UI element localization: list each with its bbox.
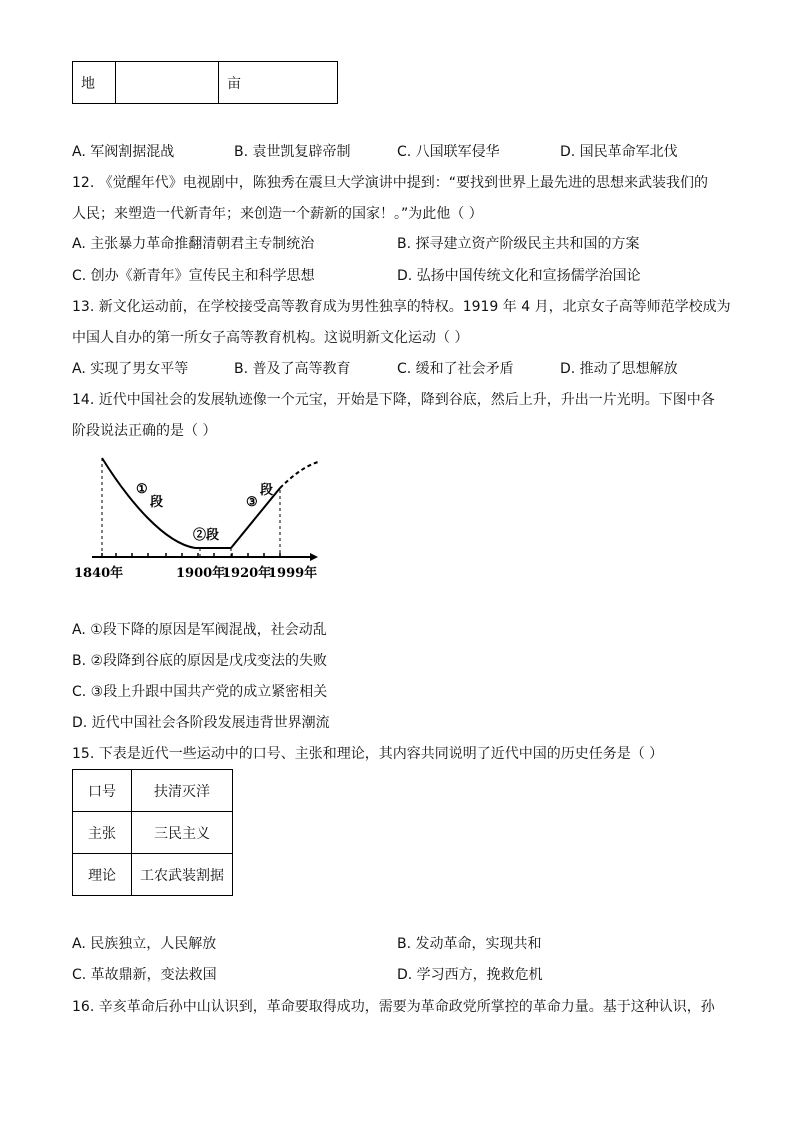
q13-option-b: B. 普及了高等教育	[234, 361, 351, 377]
diagram-seg1-number: ①	[136, 482, 148, 497]
table-row	[73, 812, 233, 854]
q15-table-key: 口号	[73, 770, 132, 812]
ingot-trend-diagram	[70, 448, 330, 588]
q15-stem: 15. 下表是近代一些运动中的口号、主张和理论，其内容共同说明了近代中国的历史任务是（ ）	[72, 746, 664, 762]
top-table	[72, 61, 338, 104]
q15-table-value: 三民主义	[132, 812, 233, 854]
q14-option-c: C. ③段上升跟中国共产党的成立紧密相关	[72, 684, 328, 700]
q13-stem-line2: 中国人自办的第一所女子高等教育机构。这说明新文化运动（ ）	[72, 330, 469, 346]
q15-option-b: B. 发动革命，实现共和	[397, 936, 542, 952]
top-table-cell-1: 地	[73, 62, 116, 104]
q14-option-b: B. ②段降到谷底的原因是戊戌变法的失败	[72, 653, 328, 669]
diagram-seg2-label: ②段	[193, 528, 220, 543]
q12-stem-line2: 人民；来塑造一代新青年；来创造一个薪新的国家！。”为此他（ ）	[72, 206, 483, 222]
q11-option-d: D. 国民革命军北伐	[560, 144, 678, 160]
q15-table-value: 工农武装割据	[132, 854, 233, 896]
q13-option-a: A. 实现了男女平等	[72, 361, 189, 377]
q13-option-d: D. 推动了思想解放	[560, 361, 678, 377]
q15-option-a: A. 民族独立，人民解放	[72, 936, 217, 952]
diagram-seg3-label: 段	[260, 483, 274, 498]
q11-option-b: B. 袁世凯复辟帝制	[234, 144, 351, 160]
q11-option-c: C. 八国联军侵华	[397, 144, 500, 160]
q12-option-c: C. 创办《新青年》宣传民主和科学思想	[72, 268, 315, 284]
q13-stem-line1: 13. 新文化运动前，在学校接受高等教育成为男性独享的特权。1919 年 4 月，北京女子高等师范学校成为	[72, 299, 731, 315]
q12-option-b: B. 探寻建立资产阶级民主共和国的方案	[397, 236, 640, 252]
table-row	[73, 854, 233, 896]
diagram-year-1920: 1920年	[222, 566, 272, 581]
q14-stem-line2: 阶段说法正确的是（ ）	[72, 423, 217, 439]
diagram-year-1840: 1840年	[74, 566, 124, 581]
top-table-cell-3: 亩	[219, 62, 338, 104]
q14-option-d: D. 近代中国社会各阶段发展违背世界潮流	[72, 715, 330, 731]
q16-stem-line1: 16. 辛亥革命后孙中山认识到，革命要取得成功，需要为革命政党所掌控的革命力量。基于这种认识，孙	[72, 999, 715, 1015]
table-row	[73, 770, 233, 812]
top-table-cell-2	[116, 62, 219, 104]
diagram-seg1-label: 段	[150, 495, 164, 510]
q15-table	[72, 769, 233, 896]
q12-option-d: D. 弘扬中国传统文化和宣扬儒学治国论	[397, 268, 641, 284]
diagram-year-1900: 1900年	[176, 566, 226, 581]
q15-option-c: C. 革故鼎新，变法救国	[72, 967, 217, 983]
diagram-curve-future	[280, 462, 318, 488]
diagram-axis-arrow	[310, 553, 318, 561]
q12-option-a: A. 主张暴力革命推翻清朝君主专制统治	[72, 236, 315, 252]
q12-stem-line1: 12. 《觉醒年代》电视剧中，陈独秀在震旦大学演讲中提到：“要找到世界上最先进的思想来武装我们的	[72, 175, 708, 191]
q15-table-key: 主张	[73, 812, 132, 854]
q15-table-value: 扶清灭洋	[132, 770, 233, 812]
q15-option-d: D. 学习西方，挽救危机	[397, 967, 543, 983]
q14-option-a: A. ①段下降的原因是军阀混战，社会动乱	[72, 622, 327, 638]
diagram-seg3-number: ③	[246, 495, 258, 510]
q14-stem-line1: 14. 近代中国社会的发展轨迹像一个元宝，开始是下降，降到谷底，然后上升，升出一片光明。下图中各	[72, 392, 715, 408]
diagram-curve-seg1	[102, 458, 195, 548]
q11-option-a: A. 军阀割据混战	[72, 144, 175, 160]
q15-table-key: 理论	[73, 854, 132, 896]
diagram-year-1999: 1999年	[268, 566, 318, 581]
q13-option-c: C. 缓和了社会矛盾	[397, 361, 514, 377]
